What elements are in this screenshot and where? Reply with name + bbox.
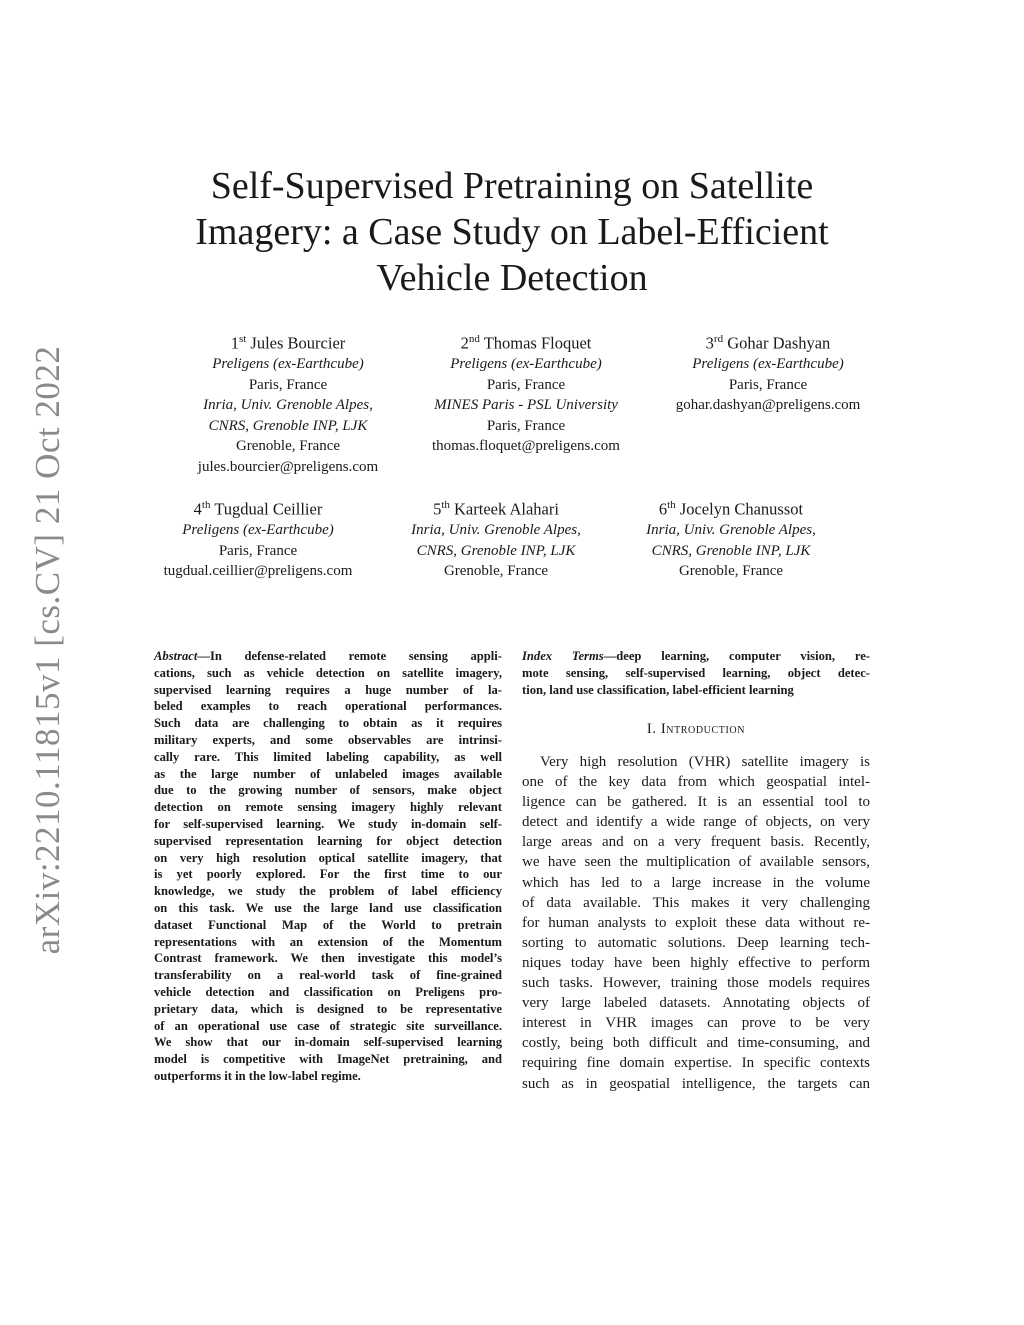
intro-line: sorting to automatic solutions. Deep learning tech-: [522, 934, 870, 951]
intro-line: one of the key data from which geospatial intel-: [522, 774, 870, 791]
index-terms-line: Index Terms—deep learning, computer vision, re-: [522, 649, 871, 663]
abstract-line: prietary data, which is designed to be representative: [154, 1001, 502, 1016]
abstract-line: outperforms it in the low-label regime.: [154, 1068, 361, 1083]
abstract-line: Such data are challenging to obtain as it requires: [154, 716, 502, 731]
author-affiliation-line: CNRS, Grenoble INP, LJK: [208, 417, 368, 434]
abstract-line: representations with an extension of the Momentum: [154, 934, 502, 949]
section-title: Introduction: [660, 721, 746, 737]
index-terms: [522, 648, 870, 698]
author-affiliation-line: CNRS, Grenoble INP, LJK: [416, 542, 576, 559]
author-email: gohar.dashyan@preligens.com: [675, 397, 861, 413]
intro-line: niques today have been highly effective to perform: [522, 954, 870, 971]
intro-line: costly, being both difficult and time-consuming, and: [522, 1035, 870, 1052]
author-email: jules.bourcier@preligens.com: [197, 458, 379, 475]
abstract-line: dataset Functional Map of the World to pretrain: [154, 917, 502, 932]
abstract-line: of an operational use case of strategic site surveillance.: [154, 1018, 502, 1033]
abstract-line: beled examples to reach operational performances.: [154, 699, 502, 714]
intro-line: for human analysts to exploit these data without re-: [522, 914, 870, 931]
abstract-line: vehicle detection and classification on Preligens pro-: [154, 984, 502, 999]
author-affiliation-line: Paris, France: [486, 417, 566, 434]
intro-line: Very high resolution (VHR) satellite imagery is: [540, 754, 870, 770]
abstract-line: Contrast framework. We then investigate this model’s: [154, 951, 502, 966]
abstract-line: is yet poorly explored. For the first time to our: [154, 867, 502, 882]
author-name: 5th Karteek Alahari: [433, 499, 559, 519]
abstract-line: supervised learning requires a huge number of la-: [154, 682, 502, 697]
author-name-text: Thomas Floquet: [483, 333, 592, 353]
index-terms-line: mote sensing, self-supervised learning, object detec-: [522, 665, 870, 680]
arxiv-identifier-stamp: [28, 345, 68, 955]
section-heading-introduction: [522, 721, 870, 738]
author-email: thomas.floquet@preligens.com: [432, 438, 620, 454]
title-line: Self-Supervised Pretraining on Satellite: [210, 165, 814, 207]
author-name: 4th Tugdual Ceillier: [193, 499, 323, 519]
author-affiliation-line: Preligens (ex-Earthcube): [450, 356, 602, 372]
intro-line: very large labeled datasets. Annotating objects of: [522, 995, 870, 1012]
author-affiliation-line: Grenoble, France: [678, 563, 784, 579]
author-affiliation-line: Inria, Univ. Grenoble Alpes,: [646, 522, 816, 538]
intro-line: such tasks. However, training those models requires: [522, 975, 870, 992]
abstract-line: military experts, and some observables are intrinsi-: [154, 732, 502, 747]
author-block-3: [623, 329, 913, 416]
author-name: 6th Jocelyn Chanussot: [658, 499, 804, 519]
author-affiliation-line: Inria, Univ. Grenoble Alpes,: [411, 522, 581, 538]
author-name-text: Karteek Alahari: [454, 499, 559, 519]
author-ordinal-suffix: nd: [468, 333, 480, 345]
author-affiliation-line: Paris, France: [486, 376, 566, 393]
author-name-text: Jocelyn Chanussot: [679, 499, 804, 519]
intro-line: requiring fine domain expertise. In specific contexts: [522, 1055, 870, 1072]
intro-line: we have seen the multiplication of available sensors,: [522, 854, 870, 871]
abstract-lead: Abstract: [154, 649, 198, 663]
author-block-6: [586, 495, 876, 582]
abstract-line: on very high resolution optical satellite imagery, that: [154, 850, 502, 865]
abstract-line: knowledge, we study the problem of label efficiency: [154, 884, 502, 899]
author-affiliation-line: Paris, France: [248, 376, 328, 393]
abstract-line: for self-supervised learning. We study in-domain self-: [154, 816, 502, 831]
abstract-line: cations, such as vehicle detection on satellite imagery,: [154, 665, 502, 680]
abstract-line: due to the growing number of sensors, make object: [154, 783, 502, 798]
intro-line: ligence can be gathered. It is an essential tool to: [522, 794, 870, 811]
author-affiliation-line: Paris, France: [728, 376, 808, 393]
title-line: Vehicle Detection: [376, 257, 648, 299]
section-numeral: I.: [646, 721, 661, 737]
arxiv-identifier-text: arXiv:2210.11815v1 [cs.CV] 21 Oct 2022: [28, 345, 67, 955]
author-affiliation-line: MINES Paris - PSL University: [434, 397, 618, 413]
author-affiliation-line: Preligens (ex-Earthcube): [692, 356, 844, 372]
introduction-body: [522, 752, 870, 1094]
abstract-line: as the large number of unlabeled images available: [154, 766, 502, 781]
author-ordinal-suffix: th: [441, 499, 450, 511]
abstract-line: transferability on a real-world task of fine-grained: [154, 968, 502, 983]
abstract-line: model is competitive with ImageNet pretraining, and: [154, 1052, 502, 1067]
author-ordinal-suffix: th: [201, 499, 211, 511]
author-affiliation-line: Paris, France: [218, 542, 298, 559]
abstract-line: We show that our in-domain self-supervised learning: [154, 1035, 502, 1050]
author-affiliation-line: Preligens (ex-Earthcube): [182, 522, 334, 538]
author-ordinal-suffix: st: [238, 333, 247, 345]
intro-line: interest in VHR images can prove to be very: [522, 1015, 870, 1032]
intro-line: large areas and on a very frequent basis. Recently,: [522, 834, 870, 851]
author-name-text: Gohar Dashyan: [727, 333, 831, 353]
author-affiliation-line: Grenoble, France: [235, 438, 341, 454]
abstract-line: supervised representation learning for object detection: [154, 833, 502, 848]
index-terms-line: tion, land use classification, label-efficient learning: [522, 682, 794, 697]
abstract-line: detection on remote sensing imagery highly relevant: [154, 800, 502, 815]
index-terms-lead: Index Terms: [522, 649, 604, 663]
author-ordinal-suffix: th: [667, 499, 676, 511]
intro-line: detect and identify a wide range of objects, on very: [522, 814, 870, 831]
author-email: tugdual.ceillier@preligens.com: [163, 563, 353, 579]
intro-line: of data available. This makes it very challenging: [522, 894, 870, 911]
author-name: 1st Jules Bourcier: [230, 333, 346, 353]
paper-title: [150, 163, 874, 301]
author-ordinal-suffix: rd: [713, 333, 724, 345]
author-affiliation-line: Grenoble, France: [443, 563, 549, 579]
author-affiliation-line: Preligens (ex-Earthcube): [212, 356, 364, 372]
intro-line: which has led to a large increase in the volume: [522, 874, 870, 891]
intro-line: such as in geospatial intelligence, the targets can: [522, 1075, 870, 1092]
abstract: [154, 648, 502, 1085]
author-name-text: Tugdual Ceillier: [214, 499, 323, 519]
abstract-line: on this task. We use the large land use classification: [154, 900, 502, 915]
author-name-text: Jules Bourcier: [250, 333, 346, 353]
author-name: 3rd Gohar Dashyan: [705, 333, 831, 353]
author-affiliation-line: Inria, Univ. Grenoble Alpes,: [203, 397, 373, 413]
author-name: 2nd Thomas Floquet: [460, 333, 592, 353]
author-affiliation-line: CNRS, Grenoble INP, LJK: [651, 542, 811, 559]
abstract-line: Abstract—In defense-related remote sensing appli-: [154, 649, 502, 663]
abstract-line: cally rare. This limited labeling capability, as well: [154, 749, 502, 764]
title-line: Imagery: a Case Study on Label-Efficient: [195, 211, 829, 253]
